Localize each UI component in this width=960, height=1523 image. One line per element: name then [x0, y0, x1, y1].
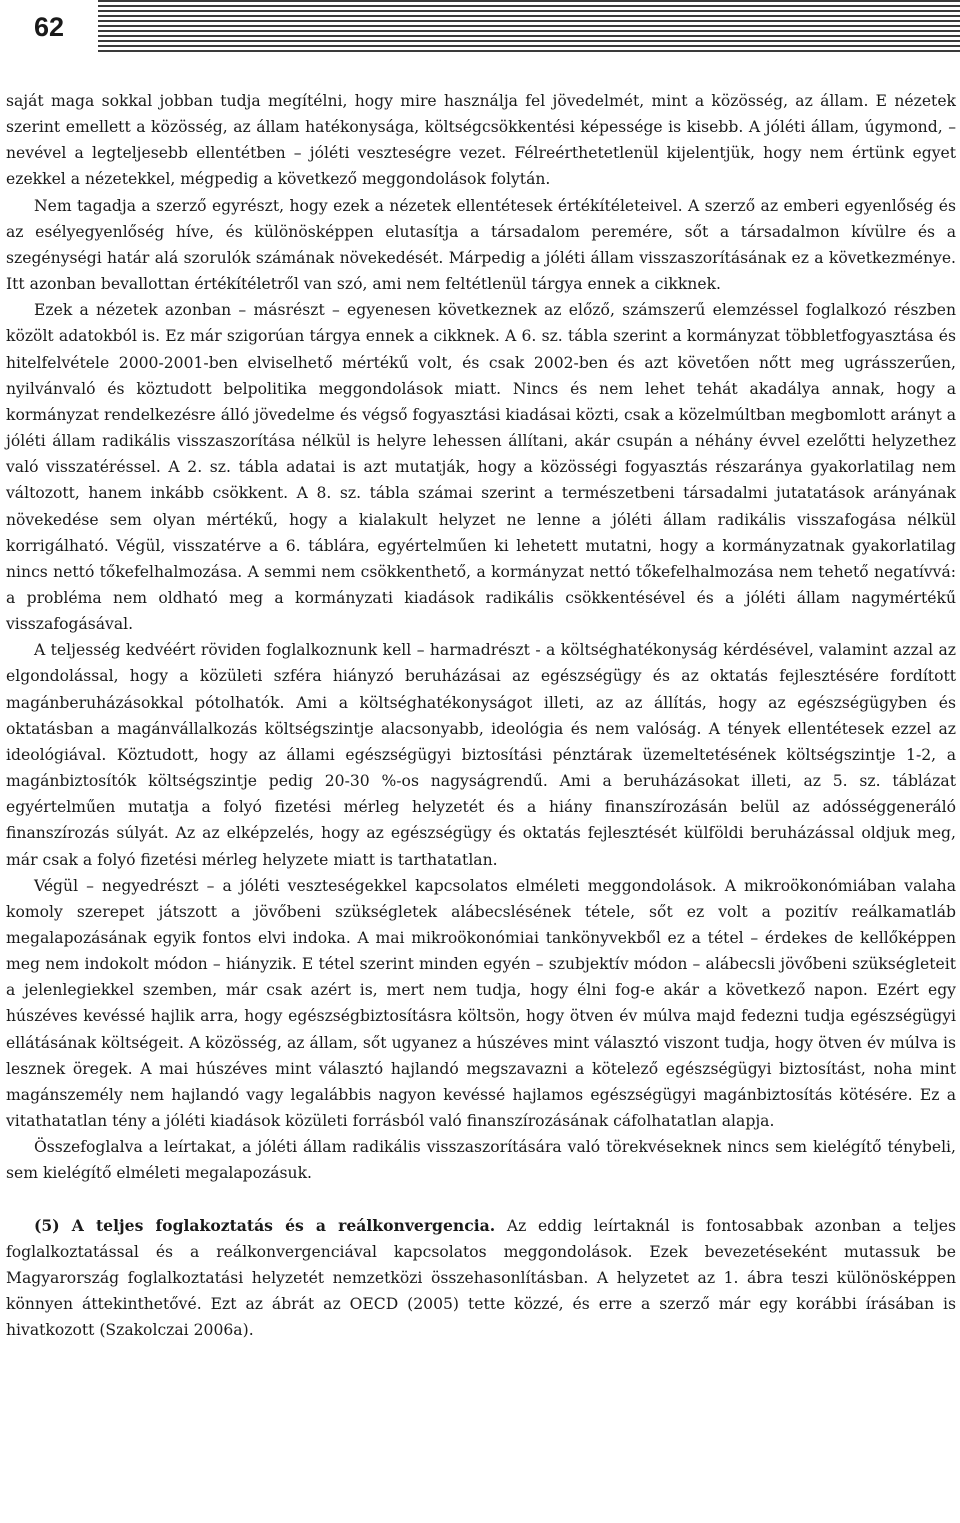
paragraph: Nem tagadja a szerző egyrészt, hogy ezek a nézetek ellentétesek értékítéleteivel. A szerző az emberi egyenlőség és az esélyegyenlőség híve, és különösképpen elutasítja a társadalom peremére, sőt a társadalmon kívülre és a szegénységi határ alá szorulók számának növekedését. Márpedig a jóléti állam visszaszorításának ez a következménye. Itt azonban bevallottan értékítéletről van szó, ami nem feltétlenül tárgya ennek a cikknek. — [6, 196, 956, 294]
section-paragraph — [6, 1213, 956, 1344]
paragraph-continuation: saját maga sokkal jobban tudja megítélni, hogy mire használja fel jövedelmét, mint a közösség, az állam. E nézetek szerint emellett a közösség, az állam hatékonysága, költségcsökkentési képessége is kisebb. A jóléti állam, úgymond, – nevével a legteljesebb ellentétben – jóléti veszteségre vezet. Félreérthetetlenül kijelentjük, hogy nem értünk egyet ezekkel a nézetekkel, mégpedig a következő meggondolások folytán. — [6, 92, 956, 189]
header-striped-rule — [98, 0, 960, 54]
paragraph: Ezek a nézetek azonban – másrészt – egyenesen következnek az előző, számszerű elemzéssel foglalkozó részben közölt adatokból is. Ez már szigorúan tárgya ennek a cikknek. A 6. sz. tábla szerint a kormányzat többletfogyasztása és hitelfelvétele 2000-2001-ben elviselhető mértékű volt, és csak 2002-ben és azt követően nőtt meg ugrásszerűen, nyilvánvaló és köztudott belpolitika meggondolások miatt. Nincs és nem lehet tehát akadálya annak, hogy a kormányzat rendelkezésre álló jövedelme és végső fogyasztási kiadásai közti, csak a közelmúltban megbomlott arányt a jóléti állam radikális visszaszorítása nélkül is helyre lehessen állítani, akár csupán a néhány évvel ezelőtti helyzethez való visszatéréssel. A 2. sz. tábla adatai is azt mutatják, hogy a közösségi fogyasztás részaránya gyakorlatilag nem változott, hanem inkább csökkent. A 8. sz. tábla számai szerint a természetbeni társadalmi jutatatások arányának növekedése sem olyan mértékű, hogy a kialakult helyzet ne lenne a jóléti állam radikális visszafogása nélkül korrigálható. Végül, visszatérve a 6. táblára, egyértelműen ki lehetett mutatni, hogy a kormányzatnak gyakorlatilag nincs nettó tőkefelhalmozása. A semmi nem csökkenthető, a kormányzat nettó tőkefelhalmozása nem tehető negatívvá: a probléma nem oldható meg a kormányzati kiadások radikális csökkentésével és a jóléti állam nagymértékű visszafogásával. — [6, 301, 956, 634]
paragraph: Végül – negyedrészt – a jóléti veszteségekkel kapcsolatos elméleti meggondolások. A mikroökonómiában valaha komoly szerepet játszott a jövőbeni szükségletek alábecslésének tétele, sőt ez volt a pozitív reálkamatláb megalapozásának egyik fontos elvi indoka. A mai mikroökonómiai tankönyvekből ez a tétel – érdekes de kellőképpen meg nem indokolt módon – hiányzik. E tétel szerint minden egyén – szubjektív módon – alábecsli jövőbeni szükségleteit a jelenlegiekkel szemben, már csak azért is, mert nem tudja, hogy élni fog-e akár a következő napon. Ezért egy húszéves kevéssé hajlik arra, hogy egészségbiztosításra költsön, hogy ötven év múlva majd fedezni tudja egészségügyi ellátásának költségeit. A közösség, az állam, sőt ugyanez a húszéves mint választó viszont tudja, hogy ötven év múlva is lesznek öregek. A mai húszéves mint választó hajlandó megszavazni a kötelező egészségügyi biztosítást, noha mint magánszemély nem hajlandó vagy legalábbis nagyon kevéssé hajlamos egészségügyi magánbiztosítás kötésére. Ez a vitathatatlan tény a jóléti kiadások közületi forrásból való finanszírozásának cáfolhatatlan alapja. — [6, 876, 956, 1131]
page-header — [0, 0, 960, 62]
paragraph: Összefoglalva a leírtakat, a jóléti állam radikális visszaszorítására való törekvéseknek nincs sem kielégítő ténybeli, sem kielégítő elméleti megalapozásuk. — [6, 1138, 956, 1183]
document-body — [6, 88, 956, 1343]
section-heading: (5) A teljes foglakoztatás és a reálkonvergencia. — [34, 1215, 496, 1235]
section-text: Az eddig leírtaknál is fontosabbak azonban a teljes foglalkoztatással és a reálkonvergenciával kapcsolatos meggondolások. Ezek bevezetéseként mutassuk be Magyarország foglalkoztatási helyzetét nemzetközi összehasonlításban. A helyzetet az 1. ábra teszi különösképpen könnyen áttekinthetővé. Ezt az ábrát az OECD (2005) tette közzé, és erre a szerző már egy korábbi írásában is hivatkozott (Szakolczai 2006a). — [6, 1216, 956, 1340]
page-number: 62 — [33, 11, 65, 42]
paragraph: A teljesség kedvéért röviden foglalkoznunk kell – harmadrészt - a költséghatékonyság kérdésével, valamint azzal az elgondolással, hogy a közületi szféra hiányzó beruházásai az egészségügy és az oktatás fejlesztésére fordított magánberuházásokkal pótolhatók. Ami a költséghatékonyságot illeti, az az állítás, hogy az egészségügyben és oktatásban a magánvállalkozás költségszintje alacsonyabb, ideológia és nem valóság. A tények ellentétesek ezzel az ideológiával. Köztudott, hogy az állami egészségügyi biztosítási pénztárak üzemeltetésének költségszintje 1-2, a magánbiztosítók költségszintje pedig 20-30 %-os nagyságrendű. Ami a beruházásokat illeti, az 5. sz. táblázat egyértelműen mutatja a folyó fizetési mérleg helyzetét és a hiány finanszírozásán belül az adósséggeneráló finanszírozás súlyát. Az az elképzelés, hogy az egészségügy és oktatás fejlesztését külföldi beruházással oldjuk meg, már csak a folyó fizetési mérleg helyzete miatt is tarthatatlan. — [6, 641, 956, 869]
page-number-box — [0, 0, 98, 54]
